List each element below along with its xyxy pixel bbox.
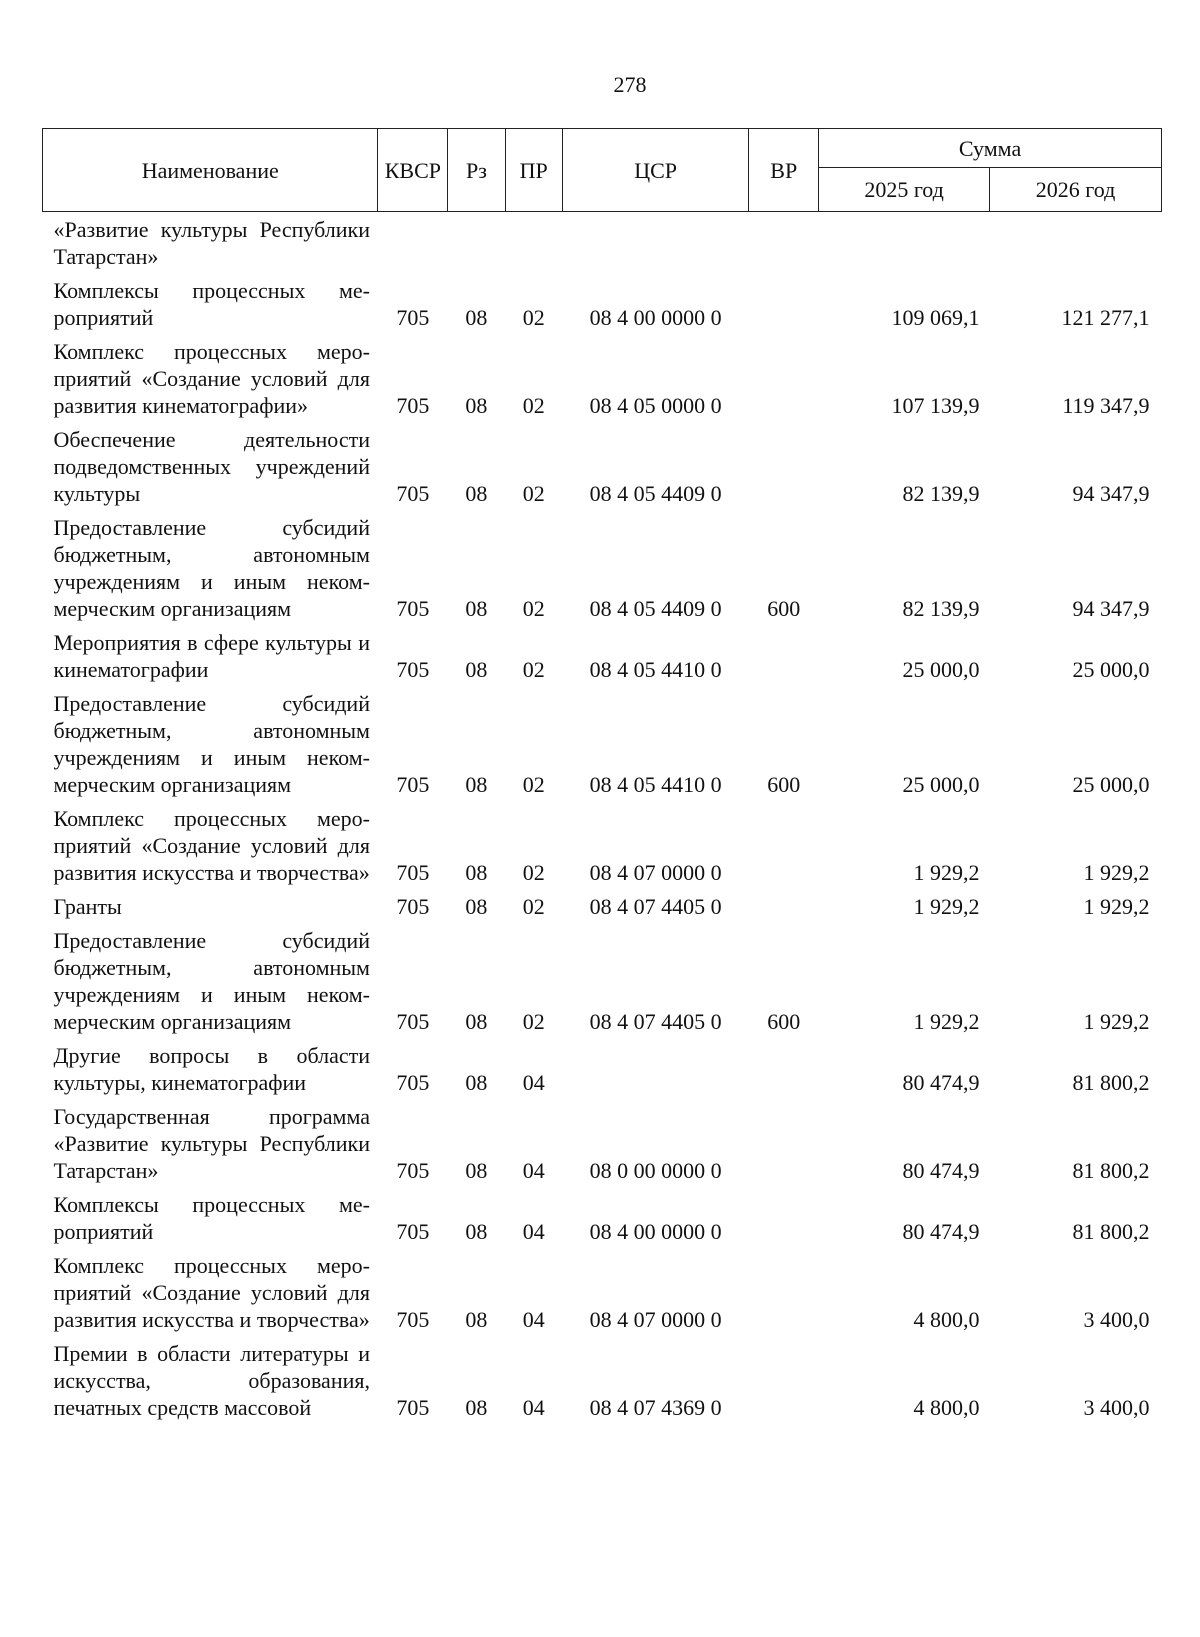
table-row: [43, 510, 1162, 625]
row-amount-2025: 1 929,2: [913, 1009, 980, 1034]
row-rz: 08: [465, 860, 488, 885]
row-kvsr: 705: [396, 860, 430, 885]
row-name: Комплекс процессных мероприятий «Создание условий для развития искусства и творчества»: [53, 806, 370, 885]
row-pr: [505, 212, 562, 274]
row-vr: [749, 1336, 819, 1424]
row-kvsr: 705: [396, 894, 430, 919]
row-vr: [749, 801, 819, 889]
row-vr: [749, 1099, 819, 1187]
row-amount-2026: 1 929,2: [1083, 894, 1150, 919]
row-rz: 08: [465, 1395, 488, 1420]
row-rz: 08: [465, 393, 488, 418]
row-pr: 04: [522, 1070, 545, 1095]
row-csr: 08 4 05 0000 0: [589, 393, 722, 418]
row-amount-2026: 94 347,9: [1072, 481, 1150, 506]
row-name: Мероприятия в сфере культуры и кинематографии: [53, 630, 370, 682]
table-row: [43, 334, 1162, 422]
row-kvsr: 705: [396, 1009, 430, 1034]
row-kvsr: 705: [396, 1219, 430, 1244]
row-amount-2026: 119 347,9: [1062, 393, 1150, 418]
row-name: Обеспечение деятельности подведомственных учреждений культуры: [53, 427, 370, 506]
table-body: [43, 212, 1162, 1425]
row-name: Премии в области литературы и искусства, образования, печатных средств массовой: [53, 1341, 370, 1420]
row-csr: 08 4 07 0000 0: [589, 860, 722, 885]
row-pr: 02: [522, 894, 545, 919]
row-kvsr: 705: [396, 1158, 430, 1183]
row-amount-2026: 25 000,0: [1072, 772, 1150, 797]
row-amount-2026: 81 800,2: [1072, 1158, 1150, 1183]
table-row: [43, 1336, 1162, 1424]
row-vr: [749, 1187, 819, 1248]
row-vr: [749, 334, 819, 422]
row-amount-2026: 1 929,2: [1083, 1009, 1150, 1034]
row-amount-2026: 25 000,0: [1072, 657, 1150, 682]
row-rz: 08: [465, 657, 488, 682]
page-number: 278: [613, 72, 647, 97]
row-amount-2026: 3 400,0: [1083, 1307, 1150, 1332]
row-vr: [749, 1038, 819, 1099]
row-pr: 02: [522, 1009, 545, 1034]
row-rz: 08: [465, 481, 488, 506]
row-vr: [749, 1248, 819, 1336]
row-pr: 02: [522, 393, 545, 418]
header-pr: ПР: [505, 129, 562, 212]
row-pr: 04: [522, 1219, 545, 1244]
row-amount-2025: 80 474,9: [902, 1070, 980, 1095]
row-pr: 04: [522, 1158, 545, 1183]
row-name: Комплексы процессных мероприятий: [53, 278, 370, 330]
row-rz: 08: [465, 305, 488, 330]
row-amount-2025: 82 139,9: [902, 596, 980, 621]
row-rz: [448, 212, 505, 274]
row-name: Комплекс процессных мероприятий «Создание условий для развития искусства и творчества»: [53, 1253, 370, 1332]
row-csr: 08 4 05 4410 0: [589, 657, 722, 682]
row-csr: 08 4 05 4410 0: [589, 772, 722, 797]
row-amount-2026: 81 800,2: [1072, 1219, 1150, 1244]
row-vr: [749, 625, 819, 686]
row-pr: 02: [522, 860, 545, 885]
row-pr: 02: [522, 772, 545, 797]
table-row: [43, 625, 1162, 686]
row-csr: 08 4 07 4405 0: [589, 1009, 722, 1034]
row-csr: [562, 1038, 748, 1099]
budget-table: [42, 128, 1162, 1424]
table-row: [43, 889, 1162, 923]
row-amount-2026: 81 800,2: [1072, 1070, 1150, 1095]
row-vr: 600: [767, 1009, 801, 1034]
table-row: [43, 801, 1162, 889]
row-rz: 08: [465, 1219, 488, 1244]
row-rz: 08: [465, 772, 488, 797]
row-amount-2026: 1 929,2: [1083, 860, 1150, 885]
row-pr: 04: [522, 1395, 545, 1420]
row-amount-2025: 1 929,2: [913, 894, 980, 919]
row-name: Предоставление субсидий бюджетным, автономным учреждениям и иным некоммерческим организациям: [53, 928, 370, 1034]
row-kvsr: 705: [396, 772, 430, 797]
row-csr: 08 4 00 0000 0: [589, 1219, 722, 1244]
header-name: Наименование: [43, 129, 378, 212]
row-amount-2025: 25 000,0: [902, 772, 980, 797]
row-vr: [749, 273, 819, 334]
row-csr: 08 4 07 4369 0: [589, 1395, 722, 1420]
row-csr: 08 4 07 4405 0: [589, 894, 722, 919]
row-name: Предоставление субсидий бюджетным, автономным учреждениям и иным некоммерческим организациям: [53, 691, 370, 797]
row-kvsr: [378, 212, 448, 274]
row-pr: 02: [522, 481, 545, 506]
row-kvsr: 705: [396, 596, 430, 621]
header-vr: ВР: [749, 129, 819, 212]
row-name: Государственная программа «Развитие культуры Республики Татарстан»: [53, 1104, 370, 1183]
row-amount-2025: 4 800,0: [913, 1395, 980, 1420]
table-row: [43, 1187, 1162, 1248]
row-csr: 08 4 07 0000 0: [589, 1307, 722, 1332]
row-rz: 08: [465, 894, 488, 919]
table-row: [43, 273, 1162, 334]
row-rz: 08: [465, 1070, 488, 1095]
row-kvsr: 705: [396, 657, 430, 682]
row-kvsr: 705: [396, 1395, 430, 1420]
table-header: [43, 129, 1162, 212]
row-pr: 02: [522, 596, 545, 621]
row-kvsr: 705: [396, 393, 430, 418]
row-vr: 600: [767, 772, 801, 797]
row-kvsr: 705: [396, 1307, 430, 1332]
row-name: Гранты: [53, 894, 122, 919]
header-2025: 2025 год: [819, 168, 990, 212]
row-pr: 02: [522, 657, 545, 682]
row-name: Комплекс процессных мероприятий «Создание условий для развития кинематографии»: [53, 339, 370, 418]
row-vr: [749, 212, 819, 274]
row-rz: 08: [465, 1158, 488, 1183]
header-sum: Сумма: [819, 129, 1162, 168]
table-row: [43, 422, 1162, 510]
row-name: «Развитие культуры Республики Татарстан»: [53, 217, 370, 269]
row-csr: [562, 212, 748, 274]
row-vr: 600: [767, 596, 801, 621]
row-amount-2025: 80 474,9: [902, 1219, 980, 1244]
row-vr: [749, 422, 819, 510]
row-rz: 08: [465, 596, 488, 621]
row-rz: 08: [465, 1009, 488, 1034]
row-pr: 04: [522, 1307, 545, 1332]
header-kvsr: КВСР: [378, 129, 448, 212]
row-amount-2025: 25 000,0: [902, 657, 980, 682]
row-kvsr: 705: [396, 1070, 430, 1095]
row-csr: 08 4 00 0000 0: [589, 305, 722, 330]
row-amount-2026: [990, 212, 1162, 274]
row-amount-2025: [819, 212, 990, 274]
row-amount-2026: 3 400,0: [1083, 1395, 1150, 1420]
row-name: Другие вопросы в области культуры, кинематографии: [53, 1043, 370, 1095]
row-amount-2025: 107 139,9: [891, 393, 980, 418]
table-row: [43, 1248, 1162, 1336]
row-vr: [749, 889, 819, 923]
row-name: Предоставление субсидий бюджетным, автономным учреждениям и иным некоммерческим организациям: [53, 515, 370, 621]
header-rz: Рз: [448, 129, 505, 212]
row-amount-2025: 82 139,9: [902, 481, 980, 506]
header-2026: 2026 год: [990, 168, 1162, 212]
row-rz: 08: [465, 1307, 488, 1332]
row-csr: 08 4 05 4409 0: [589, 481, 722, 506]
row-name: Комплексы процессных мероприятий: [53, 1192, 370, 1244]
row-csr: 08 0 00 0000 0: [589, 1158, 722, 1183]
table-row: [43, 212, 1162, 274]
header-csr: ЦСР: [562, 129, 748, 212]
row-amount-2025: 4 800,0: [913, 1307, 980, 1332]
row-kvsr: 705: [396, 481, 430, 506]
row-amount-2025: 1 929,2: [913, 860, 980, 885]
row-amount-2025: 80 474,9: [902, 1158, 980, 1183]
row-pr: 02: [522, 305, 545, 330]
row-amount-2025: 109 069,1: [891, 305, 980, 330]
row-kvsr: 705: [396, 305, 430, 330]
table-row: [43, 1038, 1162, 1099]
table-row: [43, 686, 1162, 801]
row-amount-2026: 121 277,1: [1061, 305, 1150, 330]
row-amount-2026: 94 347,9: [1072, 596, 1150, 621]
table-row: [43, 1099, 1162, 1187]
table-row: [43, 923, 1162, 1038]
row-csr: 08 4 05 4409 0: [589, 596, 722, 621]
